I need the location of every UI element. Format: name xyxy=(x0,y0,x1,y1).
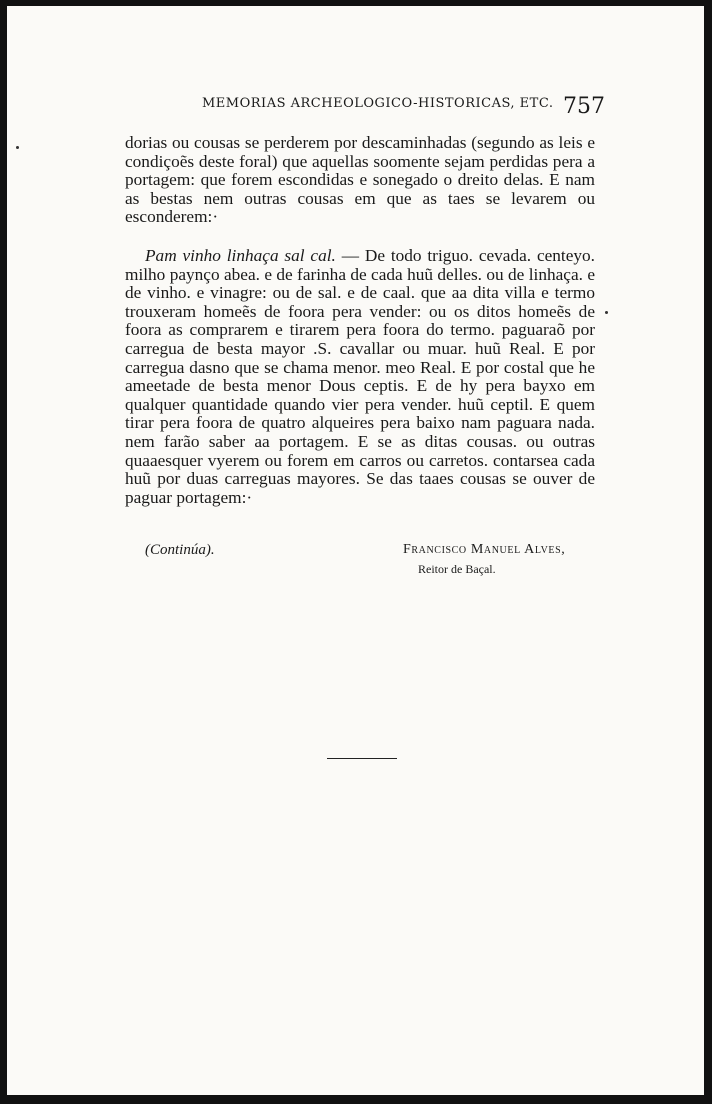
paragraph-2-text: — De todo triguo. cevada. centeyo. milho paynço abea. e de farinha de cada huũ delles. ou de linhaça. e de vinho. e vinagre: ou de sal. e de caal. que aa dita villa e termo trouxeram homeẽs de foora pera vender: ou os ditos homeẽs de foora as comprarem e tirarem pera foora do termo. paguaraõ por carregua de besta mayor .S. cavallar ou muar. huũ Real. E por carregua dasno que se chama menor. meo Real. E por costal que he ameetade de besta menor Dous ceptis. E de hy pera bayxo em qualquer quantidade quando vier pera vender. huũ ceptil. E quem tirar pera foora de quatro alqueires pera baixo nam paguara nada. nem farão saber aa portagem. E se as ditas cousas. ou outras quaaesquer vyerem ou forem em carros ou carretos. contarsea cada huũ por duas carreguas mayores. Se das taaes cousas se ouver de paguar portagem:· xyxy=(125,245,596,507)
end-rule xyxy=(327,758,397,759)
running-header: MEMORIAS ARCHEOLOGICO-HISTORICAS, ETC. xyxy=(202,96,554,111)
paragraph-2 xyxy=(125,247,595,507)
ink-speck xyxy=(16,146,19,149)
continua-note: (Continúa). xyxy=(145,542,215,558)
author-title: Reitor de Baçal. xyxy=(418,562,496,576)
paragraph-1: dorias ou cousas se perderem por descaminhadas (segundo as leis e condiçoẽs deste foral) que aquellas soomente sejam perdidas pera a portagem: que forem escondidas e sonegado o dreito delas. E nam as bestas nem outras cousas em que as taes se levarem ou esconderem:· xyxy=(125,133,595,227)
paragraph-2-lead: Pam vinho linhaça sal cal. xyxy=(145,245,336,265)
ink-speck xyxy=(605,311,608,314)
body-text xyxy=(125,134,595,507)
page-number: 757 xyxy=(563,94,605,119)
author-name: Francisco Manuel Alves, xyxy=(403,542,566,557)
